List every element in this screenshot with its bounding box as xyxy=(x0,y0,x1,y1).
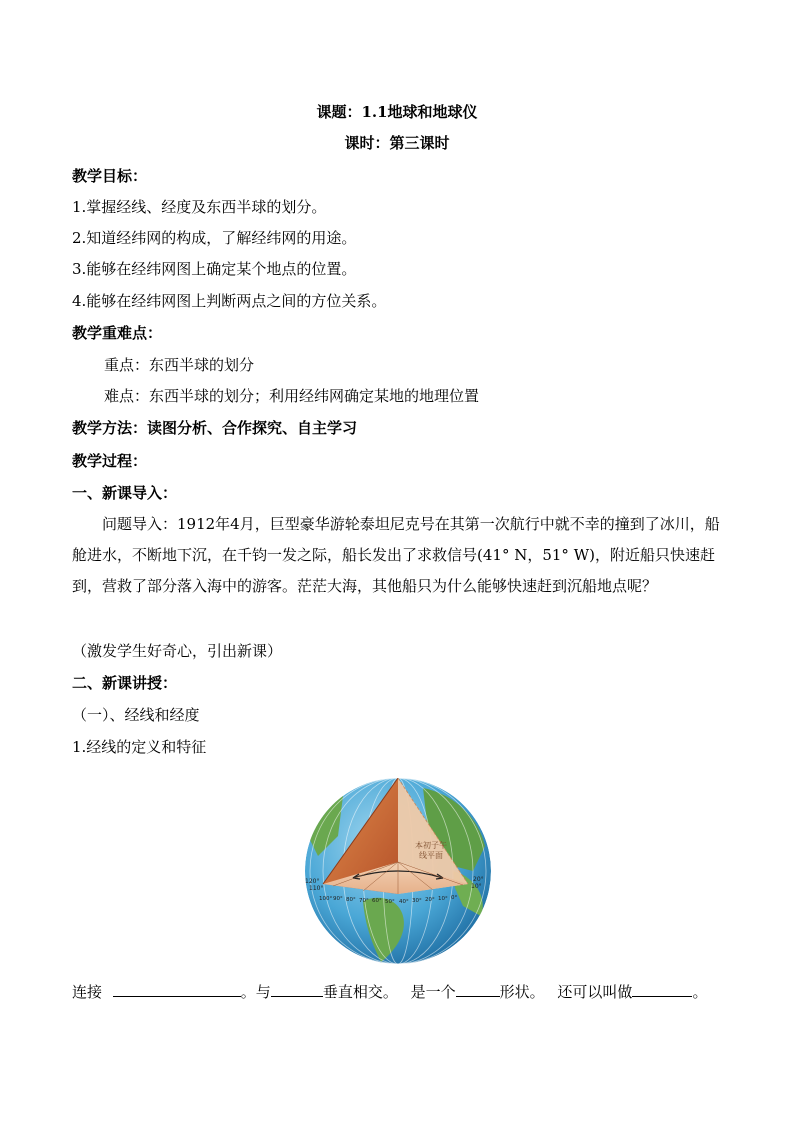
objective-item: 1.掌握经线、经度及东西半球的划分。 xyxy=(72,198,327,216)
longitude-label: 20° xyxy=(425,897,435,903)
fill-in-blank-sentence xyxy=(72,982,707,1002)
subsection-heading: （一）、经线和经度 xyxy=(72,706,200,724)
longitude-label: 60° xyxy=(372,898,382,904)
longitude-label: 100° xyxy=(319,896,333,902)
fill-text: 。与 xyxy=(240,983,271,1001)
objective-item: 2.知道经纬网的构成，了解经纬网的用途。 xyxy=(72,229,357,247)
process-heading: 教学过程： xyxy=(72,452,148,470)
answer-blank[interactable] xyxy=(113,982,241,997)
plane-label-line2: 线平面 xyxy=(419,851,443,860)
objectives-heading: 教学目标： xyxy=(72,167,148,185)
longitude-label: 20° xyxy=(473,876,484,883)
longitude-label: 90° xyxy=(333,896,343,902)
intro-paragraph: 问题导入：1912年4月，巨型豪华游轮泰坦尼克号在其第一次航行中就不幸的撞到了冰川，船舱进水，不断地下沉，在千钧一发之际，船长发出了求救信号(41° N，51° W)，附近船只快速赶到，营救了部分落入海中的游客。茫茫大海，其他船只为什么能够快速赶到沉船地点呢？ xyxy=(72,515,720,595)
longitude-label: 50° xyxy=(385,899,395,905)
key-point: 重点：东西半球的划分 xyxy=(104,356,255,374)
fill-text: 。 xyxy=(692,983,708,1001)
objective-item: 4.能够在经纬网图上判断两点之间的方位关系。 xyxy=(72,292,387,310)
longitude-label: 110° xyxy=(309,885,324,892)
item-heading: 1.经线的定义和特征 xyxy=(72,738,207,756)
longitude-label: 10° xyxy=(438,896,448,902)
globe-figure xyxy=(303,776,493,966)
longitude-label: 120° xyxy=(305,878,320,885)
teaching-methods: 教学方法：读图分析、合作探究、自主学习 xyxy=(72,419,358,437)
answer-blank[interactable] xyxy=(456,982,500,997)
difficult-point: 难点：东西半球的划分；利用经纬网确定某地的地理位置 xyxy=(104,387,480,405)
fill-text: 垂直相交。 xyxy=(322,983,398,1001)
answer-blank[interactable] xyxy=(632,982,692,997)
fill-text: 还可以叫做 xyxy=(557,983,633,1001)
lesson-period: 课时：第三课时 xyxy=(344,134,450,152)
longitude-label: 30° xyxy=(412,898,422,904)
fill-text: 连接 xyxy=(72,983,103,1001)
globe-illustration xyxy=(303,776,493,966)
lesson-title: 课题：1.1地球和地球仪 xyxy=(316,103,478,121)
key-points-heading: 教学重难点： xyxy=(72,324,163,342)
longitude-label: 0° xyxy=(451,895,458,901)
longitude-label: 80° xyxy=(346,897,356,903)
longitude-label: 70° xyxy=(359,898,369,904)
longitude-label: 10° xyxy=(471,883,482,890)
section-lecture-heading: 二、新课讲授： xyxy=(72,674,178,692)
intro-note: （激发学生好奇心，引出新课） xyxy=(72,642,283,660)
plane-label-line1: 本初子午 xyxy=(415,841,447,850)
objective-item: 3.能够在经纬网图上确定某个地点的位置。 xyxy=(72,260,357,278)
longitude-label: 40° xyxy=(399,899,409,905)
fill-text: 形状。 xyxy=(499,983,545,1001)
answer-blank[interactable] xyxy=(271,982,323,997)
fill-text: 是一个 xyxy=(410,983,456,1001)
section-intro-heading: 一、新课导入： xyxy=(72,484,178,502)
